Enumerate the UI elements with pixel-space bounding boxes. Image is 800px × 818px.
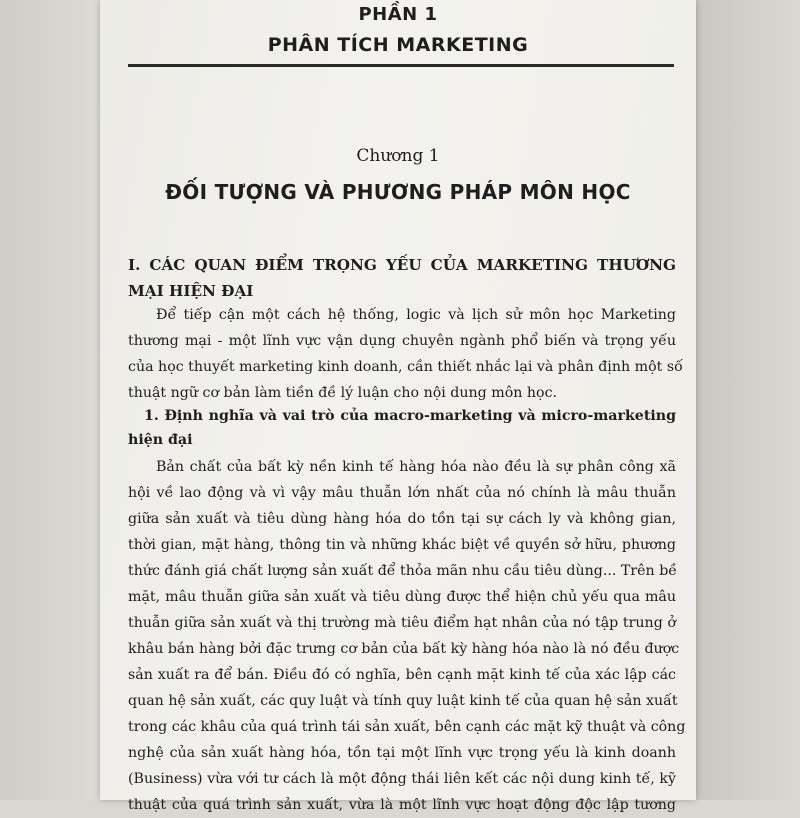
subsection-heading-line: 1. Định nghĩa và vai trò của macro-marketing và micro-marketing [144,408,676,424]
paragraph-line: giữa sản xuất và tiêu dùng hàng hóa do tồn tại sự cách ly và không gian, [128,511,676,527]
paragraph-line: Bản chất của bất kỳ nền kinh tế hàng hóa nào đều là sự phân công xã [156,459,676,475]
paragraph-line: trong các khâu của quá trình tái sản xuất, bên cạnh các mặt kỹ thuật và công [128,719,686,735]
part-number: PHẦN 1 [358,4,438,25]
header-rule [128,64,674,67]
paragraph-line: (Business) vừa với tư cách là một động thái liên kết các nội dung kinh tế, kỹ [128,771,676,787]
paragraph-line: thuẫn giữa sản xuất và thị trường mà tiêu điểm hạt nhân của nó tập trung ở [128,615,676,631]
chapter-title: ĐỐI TƯỢNG VÀ PHƯƠNG PHÁP MÔN HỌC [165,180,631,204]
paragraph-line: mặt, mâu thuẫn giữa sản xuất và tiêu dùng được thể hiện chủ yếu qua mâu [128,589,676,605]
chapter-number: Chương 1 [356,146,440,166]
paragraph-line: của học thuyết marketing kinh doanh, cần thiết nhắc lại và phân định một số [128,359,683,375]
subsection-heading-line: hiện đại [128,432,193,448]
section-heading-line: I. CÁC QUAN ĐIỂM TRỌNG YẾU CỦA MARKETING THƯƠNG [128,256,676,274]
part-title: PHÂN TÍCH MARKETING [267,34,529,56]
paragraph-line: hội về lao động và vì vậy mâu thuẫn lớn nhất của nó chính là mâu thuẫn [128,485,676,501]
paragraph-line: thương mại - một lĩnh vực vận dụng chuyên ngành phổ biến và trọng yếu [128,333,676,349]
paragraph-line: thức đánh giá chất lượng sản xuất để thỏa mãn nhu cầu tiêu dùng... Trên bề [128,563,678,579]
section-heading-line: MẠI HIỆN ĐẠI [128,282,254,300]
paragraph-line: thuật ngữ cơ bản làm tiền đề lý luận cho nội dung môn học. [128,385,558,401]
paragraph-line: sản xuất ra để bán. Điều đó có nghĩa, bên cạnh mặt kinh tế của xác lập các [128,667,676,683]
main-paragraph [128,454,686,818]
subsection-heading [128,404,676,452]
paragraph-line: thời gian, mặt hàng, thông tin và những khác biệt về quyền sở hữu, phương [128,537,676,553]
paragraph-line: khâu bán hàng bởi đặc trưng cơ bản của bất kỳ hàng hóa nào là nó đều được [128,641,680,657]
paragraph-line: thuật của quá trình sản xuất, vừa là một lĩnh vực hoạt động độc lập tương [128,797,676,813]
paragraph-line: nghệ của sản xuất hàng hóa, tồn tại một lĩnh vực trọng yếu là kinh doanh [128,745,676,761]
book-page [100,0,696,813]
book-gutter-left [0,0,100,800]
paragraph-line: Để tiếp cận một cách hệ thống, logic và lịch sử môn học Marketing [156,307,676,323]
book-background-right [696,0,800,800]
paragraph-line: quan hệ sản xuất, các quy luật và tính quy luật kinh tế của quan hệ sản xuất [128,693,678,709]
intro-paragraph [128,302,683,406]
section-heading [128,252,676,304]
